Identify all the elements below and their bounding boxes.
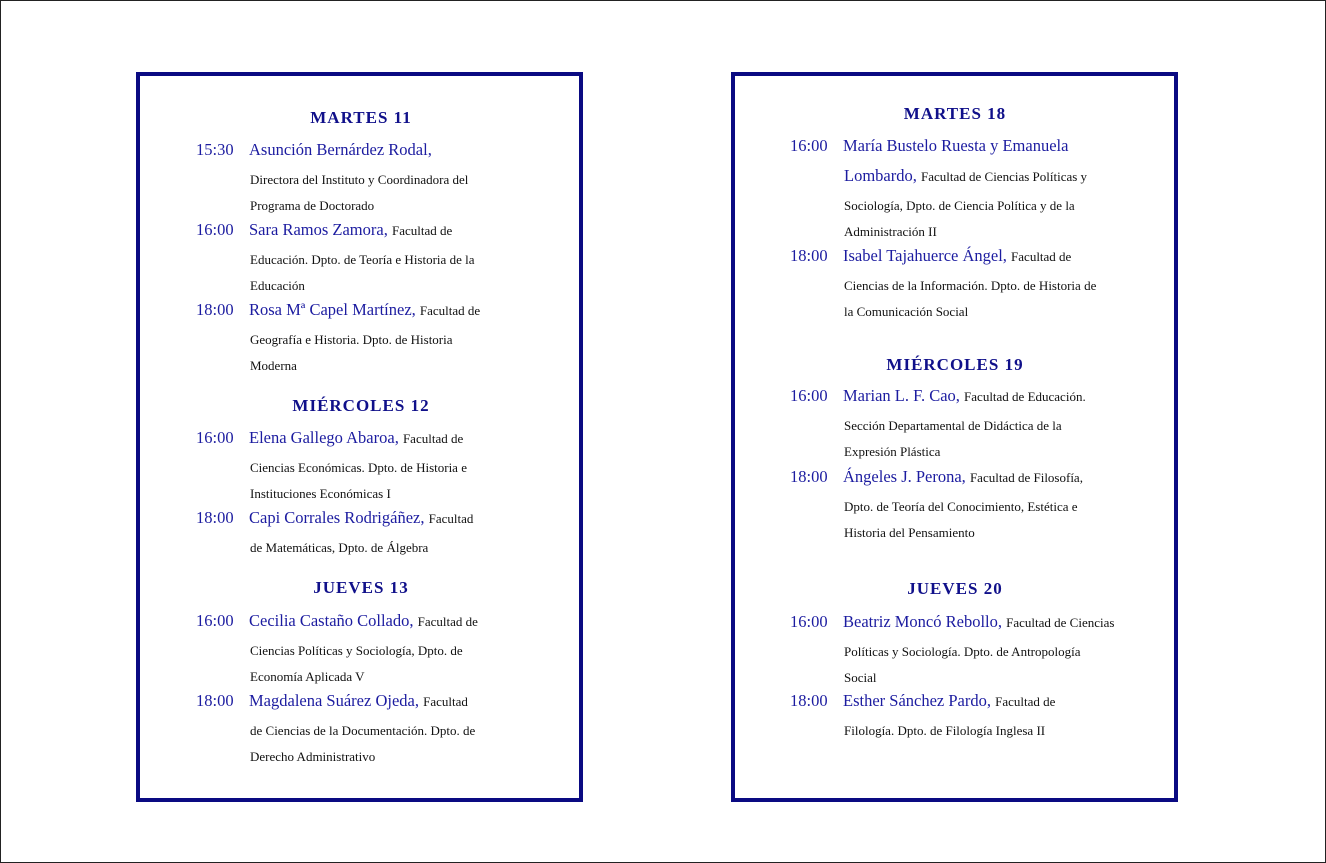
day-heading: MARTES 18 bbox=[903, 104, 1007, 123]
affiliation-line: Ciencias Económicas. Dpto. de Historia e bbox=[250, 460, 467, 475]
affiliation-line: Economía Aplicada V bbox=[250, 669, 365, 684]
speaker-name: Esther Sánchez Pardo, bbox=[843, 691, 991, 710]
day-heading: MIÉRCOLES 12 bbox=[292, 396, 430, 415]
affiliation-inline: Facultad de bbox=[417, 614, 478, 629]
entry-time: 18:00 bbox=[790, 467, 828, 486]
affiliation-line: Social bbox=[844, 670, 877, 685]
affiliation-line: de Matemáticas, Dpto. de Álgebra bbox=[250, 540, 429, 555]
affiliation-line: Ciencias Políticas y Sociología, Dpto. de bbox=[250, 643, 463, 658]
affiliation-line: Sociología, Dpto. de Ciencia Política y de la bbox=[844, 198, 1075, 213]
affiliation-line: la Comunicación Social bbox=[844, 304, 969, 319]
day-heading: JUEVES 20 bbox=[907, 579, 1003, 598]
entry-time: 18:00 bbox=[196, 691, 234, 710]
speaker-name: Sara Ramos Zamora, bbox=[249, 220, 388, 239]
speaker-name: Asunción Bernárdez Rodal, bbox=[249, 140, 432, 159]
affiliation-inline: Facultad de bbox=[402, 431, 464, 446]
affiliation-inline: Facultad de Filosofía, bbox=[969, 470, 1083, 485]
affiliation-line: Historia del Pensamiento bbox=[844, 525, 975, 540]
affiliation-line: de Ciencias de la Documentación. Dpto. de bbox=[250, 723, 476, 738]
affiliation-line: Educación. Dpto. de Teoría e Historia de la bbox=[250, 252, 475, 267]
affiliation-line: Geografía e Historia. Dpto. de Historia bbox=[250, 332, 453, 347]
affiliation-line: Programa de Doctorado bbox=[250, 198, 375, 213]
speaker-name: Isabel Tajahuerce Ángel, bbox=[843, 246, 1007, 265]
entry-time: 16:00 bbox=[196, 428, 234, 447]
entry-time: 18:00 bbox=[196, 300, 234, 319]
speaker-name: María Bustelo Ruesta y Emanuela bbox=[843, 136, 1069, 155]
entry-time: 18:00 bbox=[790, 691, 828, 710]
speaker-name: Ángeles J. Perona, bbox=[843, 467, 966, 486]
entry-time: 16:00 bbox=[790, 612, 828, 631]
affiliation-line: Directora del Instituto y Coordinadora del bbox=[250, 172, 469, 187]
affiliation-inline: Facultad de bbox=[419, 303, 481, 318]
day-heading: MIÉRCOLES 19 bbox=[886, 355, 1024, 374]
speaker-name: Cecilia Castaño Collado, bbox=[249, 611, 414, 630]
speaker-name: Capi Corrales Rodrigáñez, bbox=[249, 508, 425, 527]
schedule-panel-left bbox=[136, 72, 583, 802]
affiliation-inline: Facultad bbox=[428, 511, 474, 526]
affiliation-line: Educación bbox=[250, 278, 305, 293]
affiliation-inline: Facultad de bbox=[1011, 249, 1072, 264]
affiliation-line: Dpto. de Teoría del Conocimiento, Estética e bbox=[844, 499, 1078, 514]
entry-time: 16:00 bbox=[196, 611, 234, 630]
day-heading: JUEVES 13 bbox=[313, 578, 409, 597]
schedule-panel-right bbox=[731, 72, 1178, 802]
speaker-name: Elena Gallego Abaroa, bbox=[249, 428, 399, 447]
affiliation-line: Derecho Administrativo bbox=[250, 749, 376, 764]
affiliation-line: Políticas y Sociología. Dpto. de Antropología bbox=[844, 644, 1081, 659]
affiliation-inline: Facultad de bbox=[995, 694, 1056, 709]
speaker-name: Marian L. F. Cao, bbox=[843, 386, 960, 405]
entry-time: 16:00 bbox=[790, 386, 828, 405]
affiliation-inline: Facultad bbox=[423, 694, 468, 709]
entry-time: 16:00 bbox=[790, 136, 828, 155]
affiliation-line: Expresión Plástica bbox=[844, 444, 941, 459]
affiliation-line: Ciencias de la Información. Dpto. de Historia de bbox=[844, 278, 1097, 293]
affiliation-inline: Facultad de Ciencias bbox=[1006, 615, 1115, 630]
affiliation-line: Administración II bbox=[844, 224, 937, 239]
affiliation-line: Sección Departamental de Didáctica de la bbox=[844, 418, 1062, 433]
affiliation-inline: Facultad de Ciencias Políticas y bbox=[920, 169, 1088, 184]
affiliation-inline: Facultad de Educación. bbox=[964, 389, 1086, 404]
speaker-name: Magdalena Suárez Ojeda, bbox=[249, 691, 419, 710]
affiliation-line: Instituciones Económicas I bbox=[250, 486, 391, 501]
speaker-name-continued: Lombardo, bbox=[844, 166, 917, 185]
entry-time: 16:00 bbox=[196, 220, 234, 239]
affiliation-line: Filología. Dpto. de Filología Inglesa II bbox=[844, 723, 1046, 738]
entry-time: 18:00 bbox=[790, 246, 828, 265]
speaker-name: Beatriz Moncó Rebollo, bbox=[843, 612, 1003, 631]
entry-time: 15:30 bbox=[196, 140, 234, 159]
affiliation-line: Moderna bbox=[250, 358, 297, 373]
speaker-name: Rosa Mª Capel Martínez, bbox=[249, 300, 416, 319]
entry-time: 18:00 bbox=[196, 508, 234, 527]
day-heading: MARTES 11 bbox=[310, 108, 412, 127]
affiliation-inline: Facultad de bbox=[391, 223, 453, 238]
